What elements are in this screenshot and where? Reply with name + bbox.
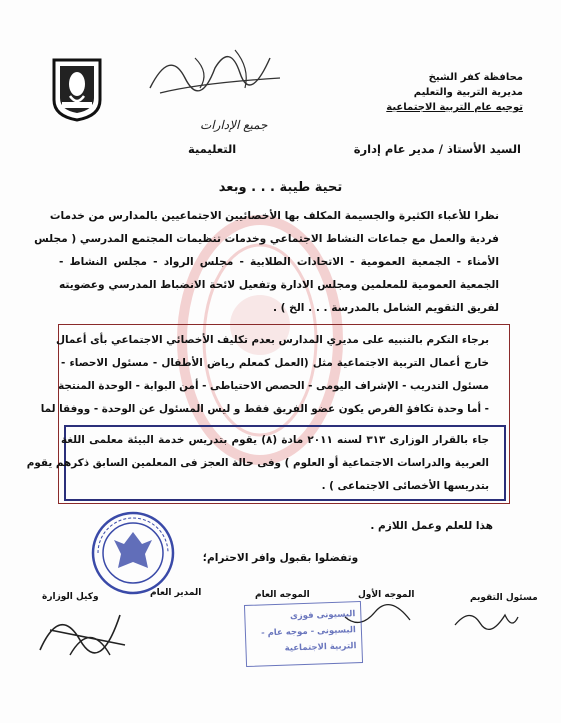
- paragraph1-line-2: فردية والعمل مع جماعات النشاط الاجتماعي وخدمات تنظيمات المجتمع المدرسي ( مجلس: [34, 233, 499, 245]
- paragraph2-line-1: برجاء التكرم بالتنبيه على مديري المدارس بعدم تكليف الأخصائي الاجتماعي بأى أعمال: [55, 334, 489, 346]
- greeting: تحية طيبة . . . وبعد: [218, 180, 343, 195]
- gov-line-3: توجيه عام التربية الاجتماعية: [386, 102, 523, 113]
- supervisor-stamp-text: البسيونى فوزى البسيونى - موجه عام - التربية الاجتماعية: [260, 609, 357, 654]
- signature-title-evaluation: مسئول التقويم: [470, 593, 538, 603]
- signature-title-undersecretary: وكيل الوزارة: [42, 592, 99, 602]
- signature-title-general-director: المدير العام: [150, 588, 202, 598]
- addressee-department: التعليمية: [188, 142, 237, 156]
- gov-line-2: مديرية التربية والتعليم: [413, 87, 523, 98]
- signature-title-first-supervisor: الموجه الأول: [358, 590, 415, 600]
- paragraph1-line-3: الأمناء - الجمعية العمومية - الاتحادات الطلابية - مجلس الرواد - مجلس النشاط -: [59, 256, 499, 268]
- handwritten-signature-top: [140, 38, 290, 103]
- paragraph2-line-3: مسئول التدريب - الإشراف اليومى - الحصص الاحتياطى - أمن البوابة - الوحدة المنتجة: [58, 380, 489, 392]
- paragraph3-line-3: بتدريسها الأخصائى الاجتماعى ) .: [321, 480, 489, 492]
- supervisor-stamp: [244, 601, 363, 667]
- gov-line-1: محافظة كفر الشيخ: [428, 72, 523, 83]
- paragraph2-line-4: - أما وحدة تكافؤ الفرص يكون عضو الفريق فقط و ليس المسئول عن الوحدة - ووفقا لما: [40, 403, 489, 415]
- paragraph1-line-1: نظرا للأعباء الكثيرة والجسيمة المكلف بها الأخصائيين الاجتماعيين بالمدارس من خدمات: [49, 210, 499, 222]
- closing-line-1: هذا للعلم وعمل اللازم .: [370, 520, 493, 532]
- paragraph1-line-4: الجمعية العمومية للمعلمين ومجلس الادارة وتفعيل لائحة الانضباط المدرسي وعضويته: [59, 279, 499, 291]
- addressee-title: السيد الأستاذ / مدير عام إدارة: [353, 142, 521, 156]
- paragraph1-line-5: لفريق التقويم الشامل بالمدرسة . . . الخ ) .: [272, 302, 499, 314]
- signature-evaluation: [450, 605, 520, 635]
- signature-title-general-supervisor: الموجه العام: [255, 590, 310, 600]
- signature-undersecretary: [30, 600, 140, 660]
- paragraph3-line-2: العربية والدراسات الاجتماعية أو العلوم ) وفى حالة العجز فى المعلمين السابق ذكرهم يقوم: [26, 457, 489, 469]
- directorate-logo-icon: [48, 56, 106, 122]
- paragraph3-line-1: جاء بالقرار الوزارى ٣١٣ لسنه ٢٠١١ مادة (٨) يقوم بتدريس خدمة البيئة معلمى اللغة: [61, 434, 489, 446]
- closing-line-2: وتفضلوا بقبول وافر الاحترام؛: [202, 552, 359, 564]
- official-eagle-stamp: [90, 510, 176, 596]
- paragraph2-line-2: خارج أعمال التربية الاجتماعية مثل (العمل كمعلم رياض الأطفال - مسئول الاحصاء -: [61, 357, 489, 369]
- handwritten-note: جميع الإدارات: [200, 118, 268, 132]
